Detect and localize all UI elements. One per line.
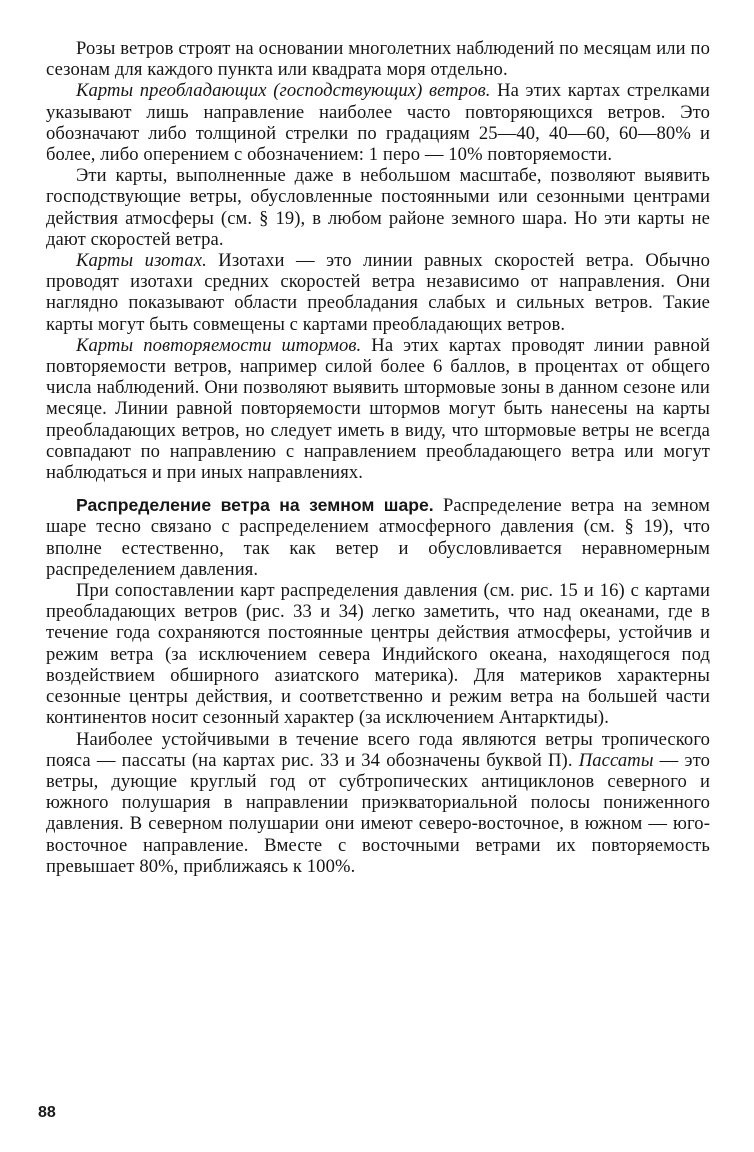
paragraph-wind-roses (46, 38, 710, 80)
paragraph-pressure-comparison (46, 580, 710, 728)
paragraph-heading: Карты изотах. (76, 250, 207, 272)
paragraph-heading: Карты преобладающих (господствующих) ветров. (76, 80, 491, 102)
paragraph-trade-winds (46, 729, 710, 877)
term-trade-winds: Пассаты (578, 749, 654, 771)
paragraph-text: На этих картах стрелками указывают лишь направление наиболее часто повторяющихся ветров. Это обозначают либо толщиной стрелки по градациям 25—40, 40—60, 60—80% и более, либо оперением с обозначением: 1 перо — 10% повторяемости. (46, 80, 710, 166)
paragraph-maps-scale (46, 165, 710, 250)
paragraph-storm-maps (46, 335, 710, 483)
paragraph-text: На этих картах проводят линии равной повторяемости ветров, например силой более 6 баллов, в процентах от общего числа наблюдений. Они позволяют выявить штормовые зоны в данном сезоне или месяце. Линии равной повторяемости штормов могут быть нанесены на карты преобладающих ветров, но следует иметь в виду, что штормовые ветры не всегда совпадают по направлению с направлением преобладающего ветра или могут наблюдаться и при иных направлениях. (46, 334, 710, 484)
page-number: 88 (38, 1104, 56, 1121)
paragraph-prevailing-winds-maps (46, 80, 710, 165)
section-heading: Распределение ветра на земном шаре. (76, 495, 434, 516)
paragraph-text: При сопоставлении карт распределения давления (см. рис. 15 и 16) с картами преобладающих ветров (рис. 33 и 34) легко заметить, что над океанами, где в течение года сохраняются постоянные центры действия атмосферы, устойчив и режим ветра (за исключением севера Индийского океана, находящегося под воздействием обширного азиатского материка). Для материков характерны сезонные центры действия, и соответственно и режим ветра на большей части континентов носит сезонный характер (за исключением Антарктиды). (46, 580, 710, 729)
page-body (46, 38, 710, 877)
paragraph-text: Распределение ветра на земном шаре тесно связано с распределением атмосферного давления (см. § 19), что вполне естественно, так как ветер и обусловливается неравномерным распределением давления. (46, 495, 710, 580)
paragraph-text: Наиболее устойчивыми в течение всего года являются ветры тропического пояса — пассаты (на картах рис. 33 и 34 обозначены буквой П). (46, 728, 710, 771)
paragraph-text: Эти карты, выполненные даже в небольшом масштабе, позволяют выявить господствующие ветры, обусловленные постоянными или сезонными центрами действия атмосферы (см. § 19), в любом районе земного шара. Но эти карты не дают скоростей ветра. (46, 165, 710, 250)
paragraph-isotach-maps (46, 250, 710, 335)
paragraph-heading: Карты повторяемости штормов. (76, 334, 362, 356)
paragraph-global-wind-distribution (46, 495, 710, 580)
paragraph-text: — это ветры, дующие круглый год от субтропических антициклонов северного и южного полушария в направлении приэкваториальной полосы пониженного давления. В северном полушарии они имеют северо-восточное, в южном — юго-восточное направление. Вместе с восточными ветрами их повторяемость превышает 80%, приближаясь к 100%. (46, 749, 710, 877)
paragraph-text: Розы ветров строят на основании многолетних наблюдений по месяцам или по сезонам для каждого пункта или квадрата моря отдельно. (46, 38, 710, 81)
paragraph-text: Изотахи — это линии равных скоростей ветра. Обычно проводят изотахи средних скоростей ветра независимо от направления. Они наглядно показывают области преобладания слабых и сильных ветров. Такие карты могут быть совмещены с картами преобладающих ветров. (46, 250, 710, 335)
